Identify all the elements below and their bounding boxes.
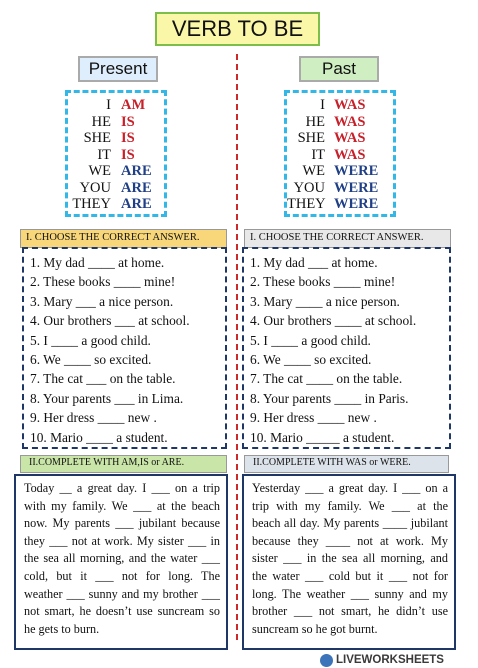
exercise-item: 8. Your parents ___ in Lima. bbox=[30, 390, 184, 406]
exercise-item: 1. My dad ____ at home. bbox=[30, 255, 165, 270]
exercise-item: 10. Mario _____ a student. bbox=[250, 429, 395, 445]
past-verb: WAS bbox=[334, 130, 366, 146]
exercise-item: 6. We ____ so excited. bbox=[250, 352, 372, 368]
exercise-item: 1. My dad ___ at home. bbox=[250, 255, 378, 270]
present-row bbox=[68, 114, 164, 131]
section2-present-heading: II.COMPLETE WITH AM,IS or ARE. bbox=[20, 455, 227, 473]
exercise-item: 9. Her dress ____ new . bbox=[250, 410, 377, 426]
past-verb: WAS bbox=[334, 97, 366, 113]
present-row bbox=[68, 147, 164, 164]
past-row bbox=[287, 147, 393, 164]
present-label: Present bbox=[78, 56, 158, 82]
present-verb: ARE bbox=[121, 179, 152, 196]
past-label: Past bbox=[299, 56, 379, 82]
past-verb: WAS bbox=[334, 146, 366, 163]
past-pronoun: HE bbox=[305, 113, 325, 130]
present-row bbox=[68, 163, 164, 180]
present-verb: ARE bbox=[121, 196, 152, 212]
present-pronoun: YOU bbox=[79, 179, 111, 196]
exercise-item: 2. These books ____ mine! bbox=[30, 274, 176, 290]
present-row bbox=[68, 196, 164, 213]
present-exercise-list bbox=[22, 247, 227, 449]
past-pronoun: THEY bbox=[287, 196, 326, 212]
center-divider bbox=[236, 54, 238, 640]
exercise-item: 5. I ____ a good child. bbox=[250, 332, 371, 348]
past-pronoun: YOU bbox=[293, 179, 325, 196]
exercise-item: 3. Mary ____ a nice person. bbox=[250, 293, 400, 309]
past-row bbox=[287, 114, 393, 131]
past-row bbox=[287, 163, 393, 180]
present-paragraph: Today __ a great day. I ___ on a trip with my family. We ___ at the beach now. My parents ___ jubilant because they ___ not at work. My sister ___ in the sea all morning, and the water ___ cold, but it ___ not for long. The weather ___ sunny and my brother ___ not smart, he doesn’t use suncream so he gets to burn. bbox=[14, 474, 228, 650]
present-pronoun: HE bbox=[91, 113, 111, 130]
past-exercise-list bbox=[242, 247, 451, 449]
exercise-item: 6. We ____ so excited. bbox=[30, 352, 152, 368]
section1-present-heading: I. CHOOSE THE CORRECT ANSWER. bbox=[20, 229, 227, 248]
past-verb: WAS bbox=[334, 113, 366, 130]
past-pronoun: I bbox=[320, 97, 325, 113]
exercise-item: 4. Our brothers ___ at school. bbox=[30, 313, 190, 329]
exercise-item: 4. Our brothers ____ at school. bbox=[250, 313, 417, 329]
exercise-item: 8. Your parents ____ in Paris. bbox=[250, 390, 409, 406]
present-pronoun-box bbox=[65, 90, 167, 217]
past-row bbox=[287, 180, 393, 197]
past-verb: WERE bbox=[334, 196, 379, 212]
present-verb: AM bbox=[121, 97, 146, 113]
present-pronoun: SHE bbox=[83, 130, 111, 146]
present-row bbox=[68, 97, 164, 114]
present-pronoun: THEY bbox=[72, 196, 111, 212]
past-verb: WERE bbox=[334, 163, 379, 179]
section2-past-heading: II.COMPLETE WITH WAS or WERE. bbox=[244, 455, 449, 473]
exercise-item: 7. The cat ___ on the table. bbox=[30, 371, 176, 387]
exercise-item: 2. These books ____ mine! bbox=[250, 274, 396, 290]
past-paragraph: Yesterday ___ a great day. I ___ on a trip with my family. We ___ at the beach all day. My parents ____ jubilant because they ____ not at work. My sister ___ in the sea all morning, and the water ___ cold but it ___ not for long. The weather ___ sunny and my brother ___ not smart, he didn’t use suncream so he got burnt. bbox=[242, 474, 456, 650]
past-row bbox=[287, 97, 393, 114]
present-row bbox=[68, 130, 164, 147]
footer-brand-text: LIVEWORKSHEETS bbox=[336, 654, 444, 666]
past-pronoun-box bbox=[284, 90, 396, 217]
past-pronoun: WE bbox=[302, 163, 325, 179]
page-title: VERB TO BE bbox=[155, 12, 320, 46]
present-row bbox=[68, 180, 164, 197]
footer-brand[interactable] bbox=[320, 652, 476, 668]
section1-past-heading: I. CHOOSE THE CORRECT ANSWER. bbox=[244, 229, 451, 248]
present-pronoun: WE bbox=[88, 163, 111, 179]
past-verb: WERE bbox=[334, 179, 379, 196]
exercise-item: 9. Her dress ____ new . bbox=[30, 410, 157, 426]
past-pronoun: IT bbox=[311, 146, 325, 163]
past-row bbox=[287, 196, 393, 213]
present-pronoun: IT bbox=[97, 146, 111, 163]
present-verb: ARE bbox=[121, 163, 152, 179]
exercise-item: 7. The cat ____ on the table. bbox=[250, 371, 403, 387]
exercise-item: 3. Mary ___ a nice person. bbox=[30, 293, 174, 309]
present-verb: IS bbox=[121, 146, 135, 163]
liveworksheets-logo-icon bbox=[320, 654, 333, 667]
exercise-item: 5. I ____ a good child. bbox=[30, 332, 151, 348]
past-row bbox=[287, 130, 393, 147]
past-pronoun: SHE bbox=[297, 130, 325, 146]
present-pronoun: I bbox=[106, 97, 111, 113]
present-verb: IS bbox=[121, 113, 135, 130]
exercise-item: 10. Mario ____ a student. bbox=[30, 429, 168, 445]
present-verb: IS bbox=[121, 130, 135, 146]
